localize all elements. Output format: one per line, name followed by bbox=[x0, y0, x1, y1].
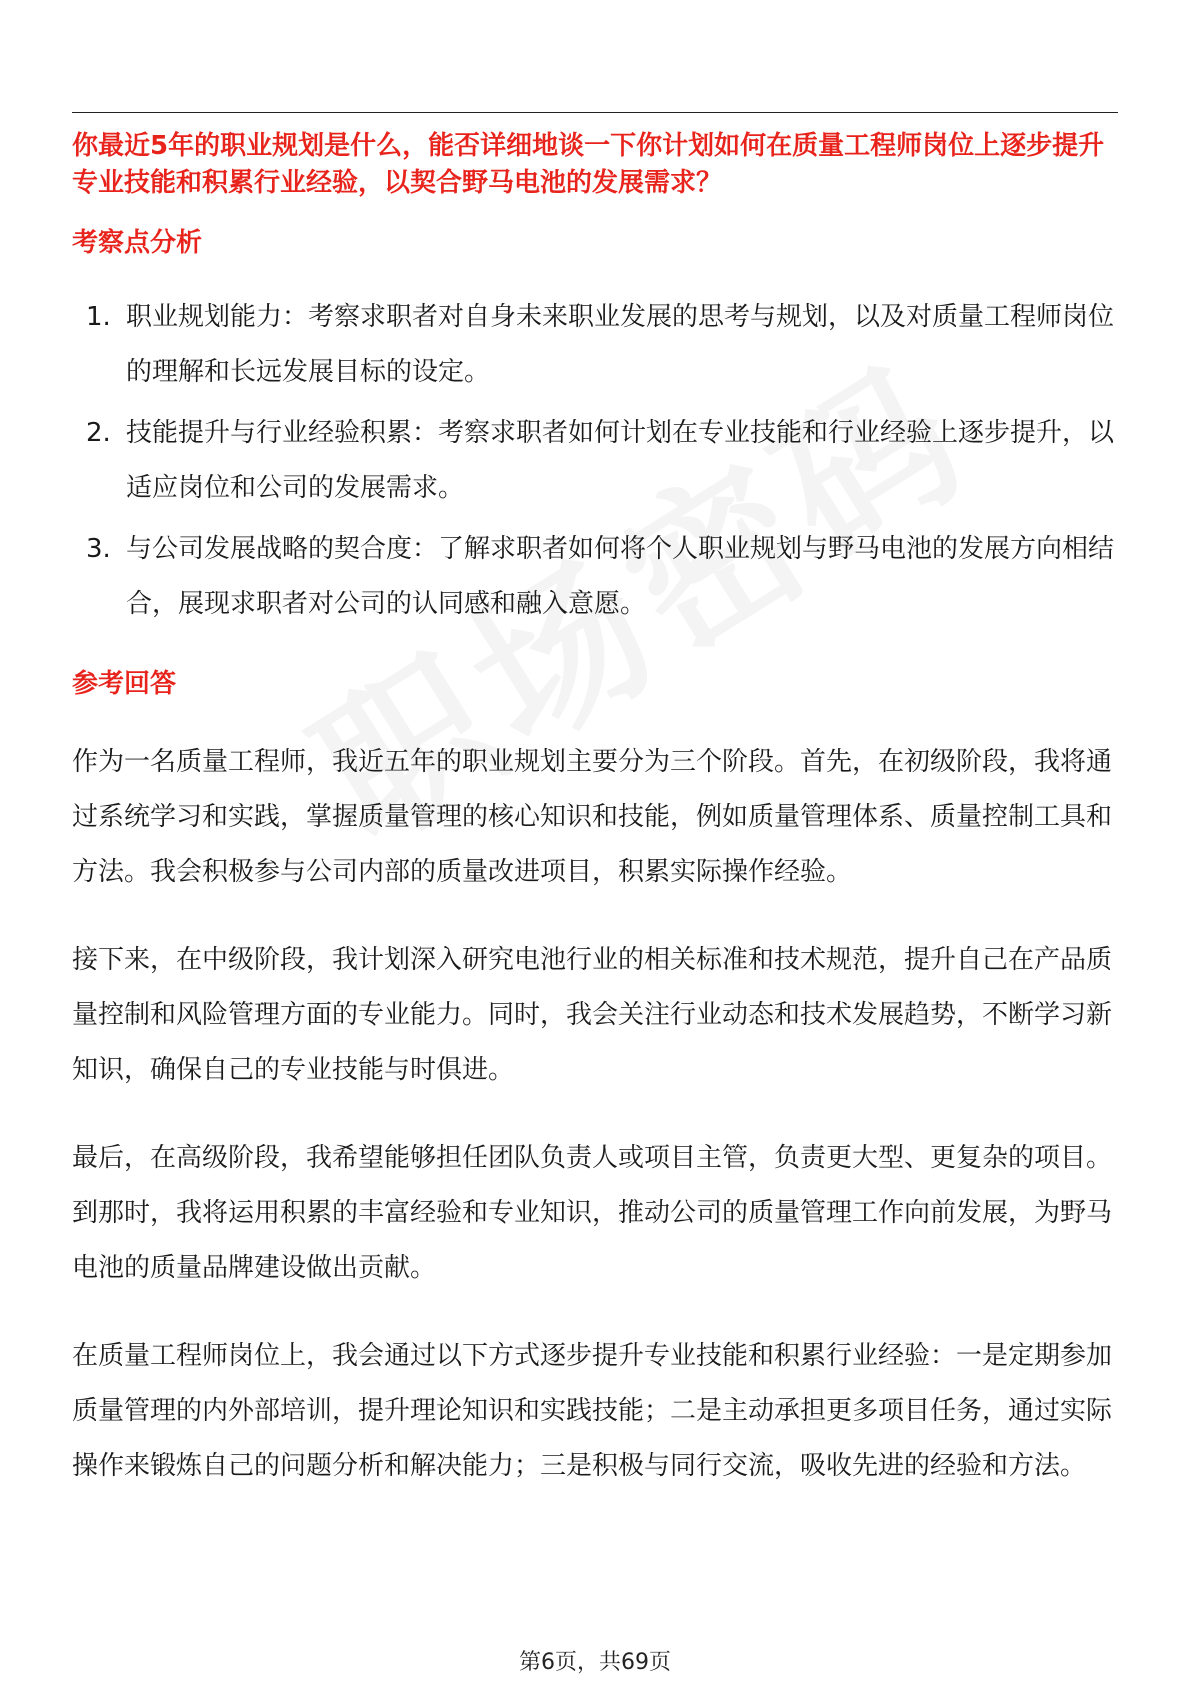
answer-paragraph: 作为一名质量工程师，我近五年的职业规划主要分为三个阶段。首先，在初级阶段，我将通过系统学习和实践，掌握质量管理的核心知识和技能，例如质量管理体系、质量控制工具和方法。我会积极参与公司内部的质量改进项目，积累实际操作经验。 bbox=[72, 747, 1113, 887]
list-item-number: 1. bbox=[86, 302, 111, 332]
analysis-list bbox=[72, 290, 1118, 632]
list-item-number: 2. bbox=[86, 418, 111, 448]
list-item bbox=[72, 522, 1118, 632]
question-heading: 你最近5年的职业规划是什么，能否详细地谈一下你计划如何在质量工程师岗位上逐步提升专业技能和积累行业经验，以契合野马电池的发展需求？ bbox=[72, 131, 1105, 198]
list-item bbox=[72, 406, 1118, 516]
list-item-text: 与公司发展战略的契合度：了解求职者如何将个人职业规划与野马电池的发展方向相结合，展现求职者对公司的认同感和融入意愿。 bbox=[126, 534, 1115, 619]
answer-section-title: 参考回答 bbox=[72, 669, 177, 699]
top-divider bbox=[72, 112, 1118, 113]
list-item-text: 技能提升与行业经验积累：考察求职者如何计划在专业技能和行业经验上逐步提升，以适应岗位和公司的发展需求。 bbox=[126, 418, 1115, 503]
answer-paragraph: 在质量工程师岗位上，我会通过以下方式逐步提升专业技能和积累行业经验：一是定期参加质量管理的内外部培训，提升理论知识和实践技能；二是主动承担更多项目任务，通过实际操作来锻炼自己的问题分析和解决能力；三是积极与同行交流，吸收先进的经验和方法。 bbox=[72, 1341, 1113, 1481]
answer-paragraph: 接下来，在中级阶段，我计划深入研究电池行业的相关标准和技术规范，提升自己在产品质量控制和风险管理方面的专业能力。同时，我会关注行业动态和技术发展趋势，不断学习新知识，确保自己的专业技能与时俱进。 bbox=[72, 945, 1113, 1085]
answer-paragraph: 最后，在高级阶段，我希望能够担任团队负责人或项目主管，负责更大型、更复杂的项目。到那时，我将运用积累的丰富经验和专业知识，推动公司的质量管理工作向前发展，为野马电池的质量品牌建设做出贡献。 bbox=[72, 1143, 1113, 1283]
list-item-number: 3. bbox=[86, 534, 111, 564]
list-item bbox=[72, 290, 1118, 400]
page-number-footer: 第6页，共69页 bbox=[519, 1650, 671, 1675]
analysis-section-title: 考察点分析 bbox=[72, 228, 203, 258]
list-item-text: 职业规划能力：考察求职者对自身未来职业发展的思考与规划，以及对质量工程师岗位的理解和长远发展目标的设定。 bbox=[126, 302, 1115, 387]
page-content bbox=[72, 128, 1118, 1494]
